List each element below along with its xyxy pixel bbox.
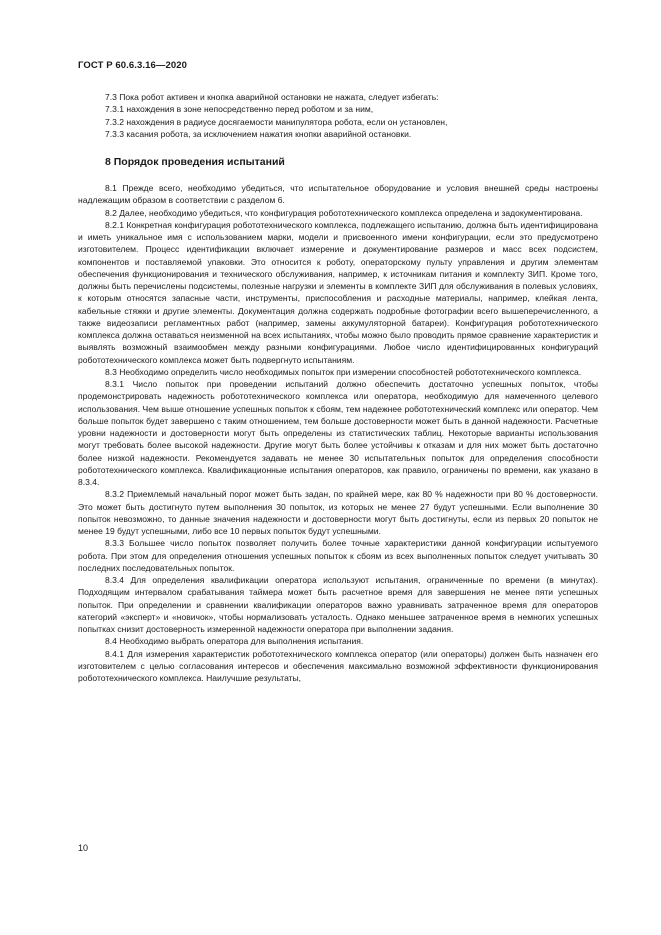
paragraph-8-2: 8.2 Далее, необходимо убедиться, что конфигурация робототехнического комплекса определена и задокументирована. (105, 207, 583, 218)
paragraph-8-3-2: 8.3.2 Приемлемый начальный порог может быть задан, по крайней мере, как 80 % надежности при 80 % достоверности. Это может быть достигнуто путем выполнения 30 попыток, из которых не менее 27 будут успешными. Если выполнение 30 попыток невозможно, то данные значения надежности и достоверности могут быть достигнуты, если из первых 20 попыток не менее 19 будут успешными, либо все 10 первых попыток будут успешными. (78, 489, 598, 536)
paragraph-7-3-3: 7.3.3 касания робота, за исключением нажатия кнопки аварийной остановки. (105, 128, 412, 139)
paragraph-8-4-1: 8.4.1 Для измерения характеристик робототехнического комплекса оператор (или операторы) должен быть назначен его изготовителем с целью согласования интересов и обеспечения максимально возможной эффективности функционирования робототехнического комплекса. Наилучшие результаты, (78, 648, 598, 683)
paragraph-7-3-1: 7.3.1 нахождения в зоне непосредственно перед роботом и за ним, (105, 104, 374, 115)
paragraph-8-1: 8.1 Прежде всего, необходимо убедиться, что испытательное оборудование и условия внешней среды настроены надлежащим образом в соответствии с разделом 6. (78, 183, 598, 206)
paragraph-8-3-4: 8.3.4 Для определения квалификации оператора используют испытания, ограниченные по времени (в минутах). Подходящим интервалом срабатывания таймера может быть расчетное время для завершения не менее пяти успешных попыток. При определении и сравнении квалификации операторов важно уравнивать затраченное время для операторов категорий «эксперт» и «новичок», чтобы нормализовать усталость. Однако меньшее затраченное время в немногих успешных попытках снизит достоверность измеренной надежности оператора при выполнении задания. (78, 575, 598, 634)
page-number: 10 (78, 843, 89, 853)
paragraph-8-4: 8.4 Необходимо выбрать оператора для выполнения испытания. (105, 636, 364, 647)
document-body (78, 91, 598, 684)
paragraph-7-3: 7.3 Пока робот активен и кнопка аварийной остановки не нажата, следует избегать: (105, 92, 439, 102)
paragraph-7-3-2: 7.3.2 нахождения в радиусе досягаемости манипулятора робота, если он установлен, (105, 116, 448, 127)
section-8-title: 8 Порядок проведения испытаний (105, 156, 285, 168)
paragraph-8-3-1: 8.3.1 Число попыток при проведении испытаний должно обеспечить достаточно успешных попыток, чтобы продемонстрировать надежность робототехнического комплекса или оператора, необходимую для намеченного целевого использования. Чем выше отношение успешных попыток к сбоям, тем надежнее робототехнический комплекс или оператор. Чем больше попыток будет завершено с таким отношением, тем больше достоверности может быть в данной надежности. Расчетные уровни надежности и достоверности могут быть определены из статистических таблиц. Некоторые варианты использования могут требовать более высокой надежности. Другие могут быть более устойчивы к отказам и для них может быть достаточно более низкой надежности. Рекомендуется задавать не менее 30 испытательных попыток для определения способности робототехнического комплекса. Квалификационные испытания операторов, как правило, ограничены по времени, как указано в 8.3.4. (78, 379, 598, 487)
paragraph-8-3: 8.3 Необходимо определить число необходимых попыток при измерении способностей робототехнического комплекса. (105, 366, 582, 377)
paragraph-8-3-3: 8.3.3 Большее число попыток позволяет получить более точные характеристики данной конфигурации испытуемого робота. При этом для определения отношения успешных попыток к сбоям из всех выполненных попыток следует учитывать 30 последних последовательных попыток. (78, 538, 598, 573)
paragraph-8-2-1: 8.2.1 Конкретная конфигурация робототехнического комплекса, подлежащего испытанию, должна быть идентифицирована и иметь уникальное имя с использованием марки, модели и присвоенного имени конфигурации, если это предусмотрено изготовителем. Процесс идентификации включает измерение и документирование размеров и масс всех подсистем, компонентов и поставляемой упаковки. Это относится к роботу, операторскому пульту управления и другим элементам обеспечения функционирования и технического обслуживания, например, к источникам питания и комплекту ЗИП. Кроме того, должны быть перечислены подсистемы, полезные нагрузки и элементы в комплекте ЗИП для обслуживания в полевых условиях, к которым относятся запасные части, инструменты, приспособления и расходные материалы, например, клейкая лента, кабельные стяжки и другие элементы. Документация должна содержать подробные фотографии всего вышеперечисленного, а также видеозаписи регламентных работ (например, замены аккумуляторной батареи). Конфигурация робототехнического комплекса должна оставаться неизменной на всех испытаниях, чтобы можно было проводить прямое сравнение характеристик и выявлять возможный взаимообмен между разными конфигурациями. Любое число идентифицированных конфигураций робототехнического комплекса может быть подвергнуто испытаниям. (78, 219, 598, 365)
standard-code-header: ГОСТ Р 60.6.3.16—2020 (78, 60, 188, 71)
